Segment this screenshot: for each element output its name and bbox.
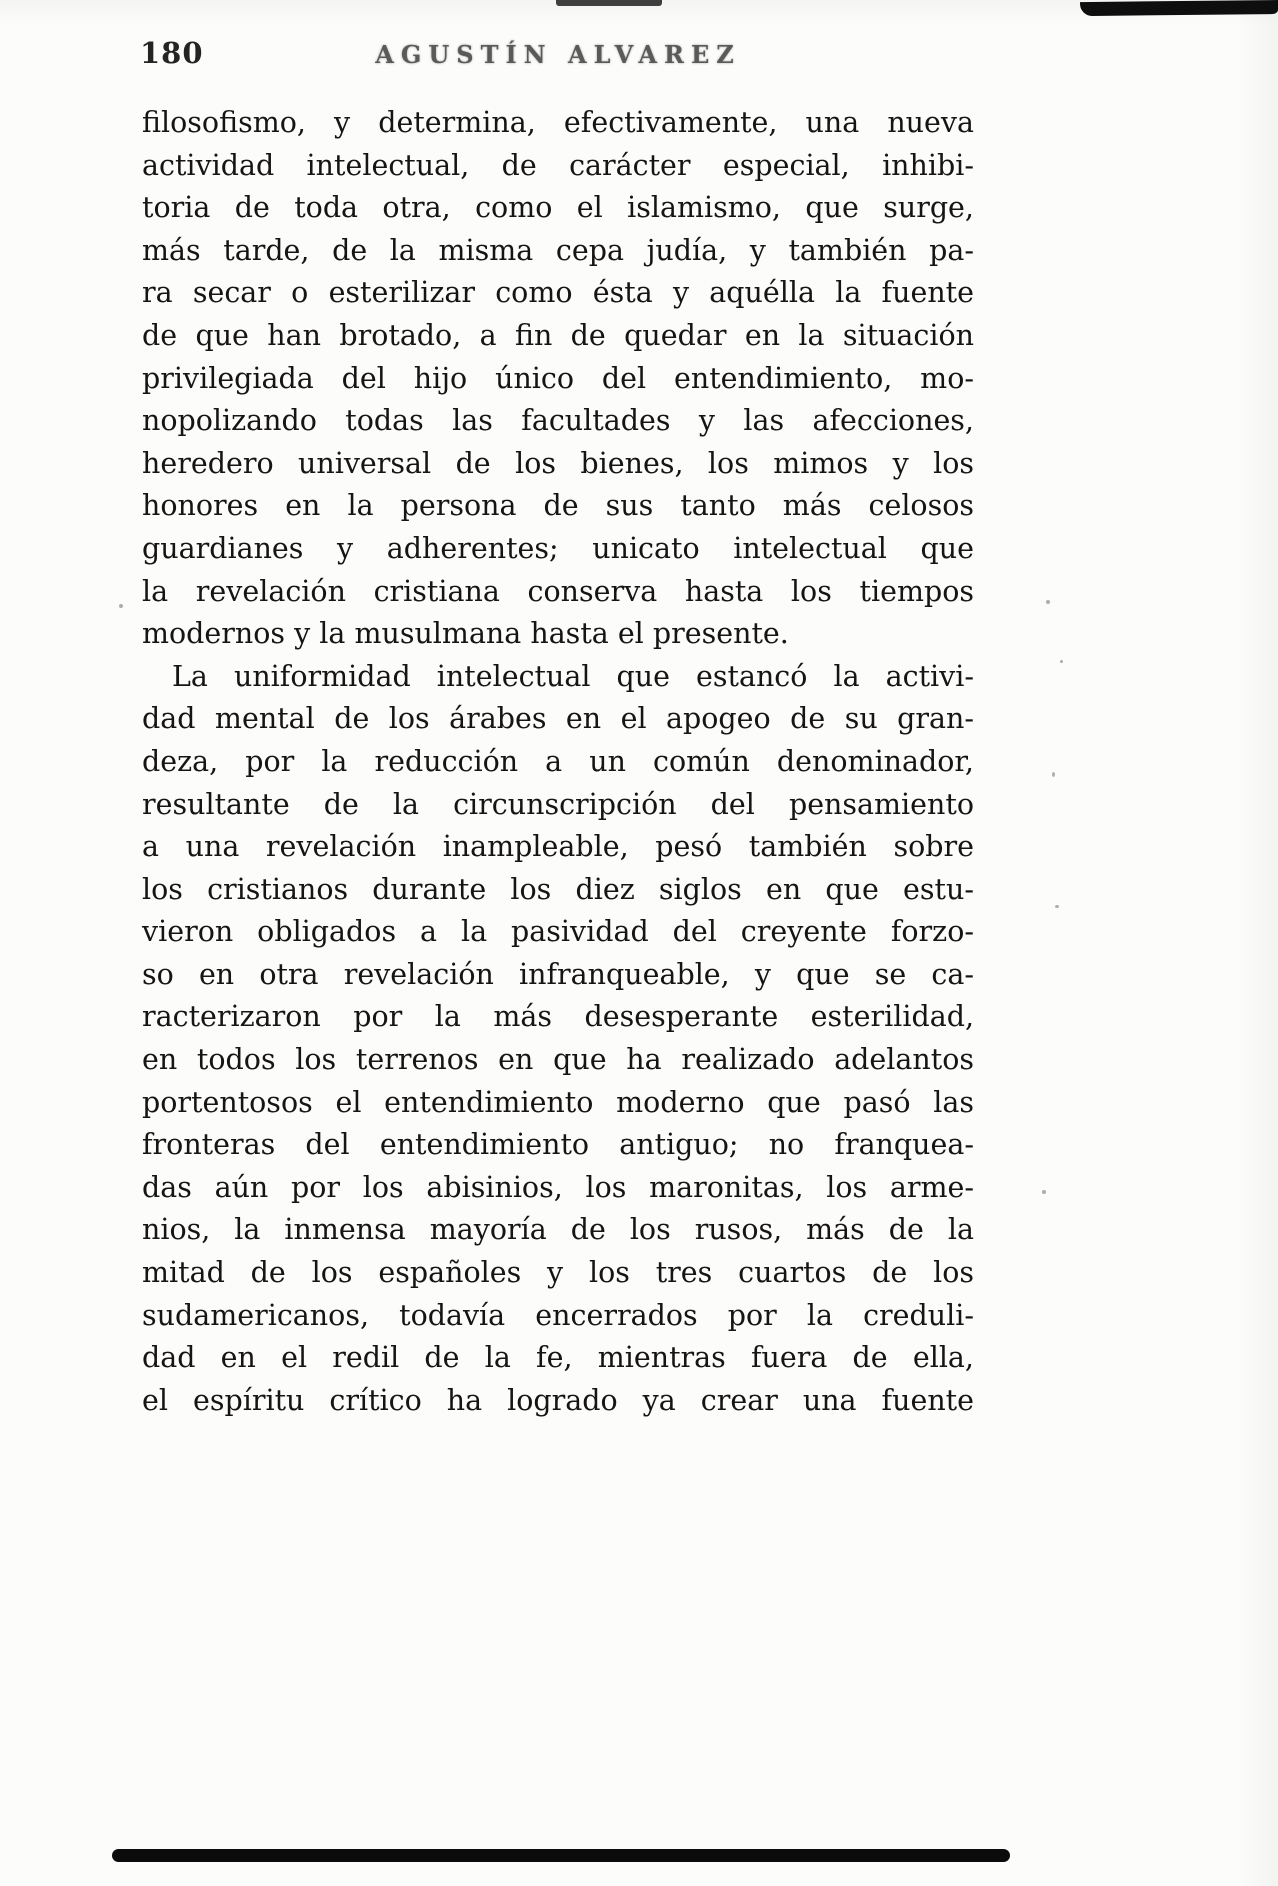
scan-edge-shade-right [1238, 0, 1278, 1886]
text-line: heredero universal de los bienes, los mimos y los [142, 446, 974, 480]
text-line: a una revelación inampleable, pesó también sobre [142, 830, 974, 864]
paragraph [142, 102, 974, 656]
scan-artifact-top-right-corner [1080, 0, 1278, 16]
text-line: mitad de los españoles y los tres cuartos de los [142, 1256, 974, 1290]
text-line: modernos y la musulmana hasta el presente. [142, 617, 789, 651]
text-line: actividad intelectual, de carácter especial, inhibi- [142, 148, 974, 182]
text-line: dad en el redil de la fe, mientras fuera de ella, [142, 1341, 974, 1375]
text-line: dad mental de los árabes en el apogeo de su gran- [142, 702, 974, 736]
text-line: privilegiada del hijo único del entendimiento, mo- [142, 361, 974, 395]
text-line: so en otra revelación infranqueable, y que se ca- [142, 957, 974, 991]
text-line: más tarde, de la misma cepa judía, y también pa- [142, 233, 974, 267]
text-line: fronteras del entendimiento antiguo; no franquea- [142, 1128, 974, 1162]
scan-speck [1052, 772, 1055, 777]
scan-speck [1042, 1190, 1046, 1194]
text-line: de que han brotado, a fin de quedar en la situación [142, 318, 974, 352]
scan-speck [1046, 600, 1050, 604]
scan-speck [1060, 660, 1063, 663]
text-line: el espíritu crítico ha logrado ya crear una fuente [142, 1383, 974, 1417]
text-line: en todos los terrenos en que ha realizado adelantos [142, 1043, 974, 1077]
running-header-author: AGUSTÍN ALVAREZ [375, 40, 741, 69]
text-line: racterizaron por la más desesperante esterilidad, [142, 1000, 974, 1034]
page-number: 180 [140, 36, 204, 70]
text-line: vieron obligados a la pasividad del creyente forzo- [142, 915, 974, 949]
text-line: das aún por los abisinios, los maronitas, los arme- [142, 1170, 974, 1204]
scan-artifact-bottom-bar [112, 1849, 1010, 1862]
text-line: toria de toda otra, como el islamismo, que surge, [142, 191, 974, 225]
text-line: resultante de la circunscripción del pensamiento [142, 787, 974, 821]
text-line: portentosos el entendimiento moderno que pasó las [142, 1085, 974, 1119]
text-line: la revelación cristiana conserva hasta los tiempos [142, 574, 974, 608]
scan-speck [119, 604, 123, 608]
text-line: los cristianos durante los diez siglos en que estu- [142, 872, 974, 906]
text-line: honores en la persona de sus tanto más celosos [142, 489, 974, 523]
text-line: filosofismo, y determina, efectivamente, una nueva [142, 106, 974, 139]
scan-artifact-top-dash [556, 0, 662, 6]
text-line: sudamericanos, todavía encerrados por la creduli- [142, 1298, 974, 1332]
scan-speck [1055, 905, 1059, 908]
text-line: La uniformidad intelectual que estancó la activi- [172, 659, 974, 693]
text-line: nopolizando todas las facultades y las afecciones, [142, 404, 974, 438]
body-text-block [142, 102, 974, 1422]
text-line: nios, la inmensa mayoría de los rusos, más de la [142, 1213, 974, 1247]
text-line: deza, por la reducción a un común denominador, [142, 744, 974, 778]
paragraph [142, 656, 974, 1423]
text-line: ra secar o esterilizar como ésta y aquélla la fuente [142, 276, 974, 310]
text-line: guardianes y adherentes; unicato intelectual que [142, 531, 974, 565]
